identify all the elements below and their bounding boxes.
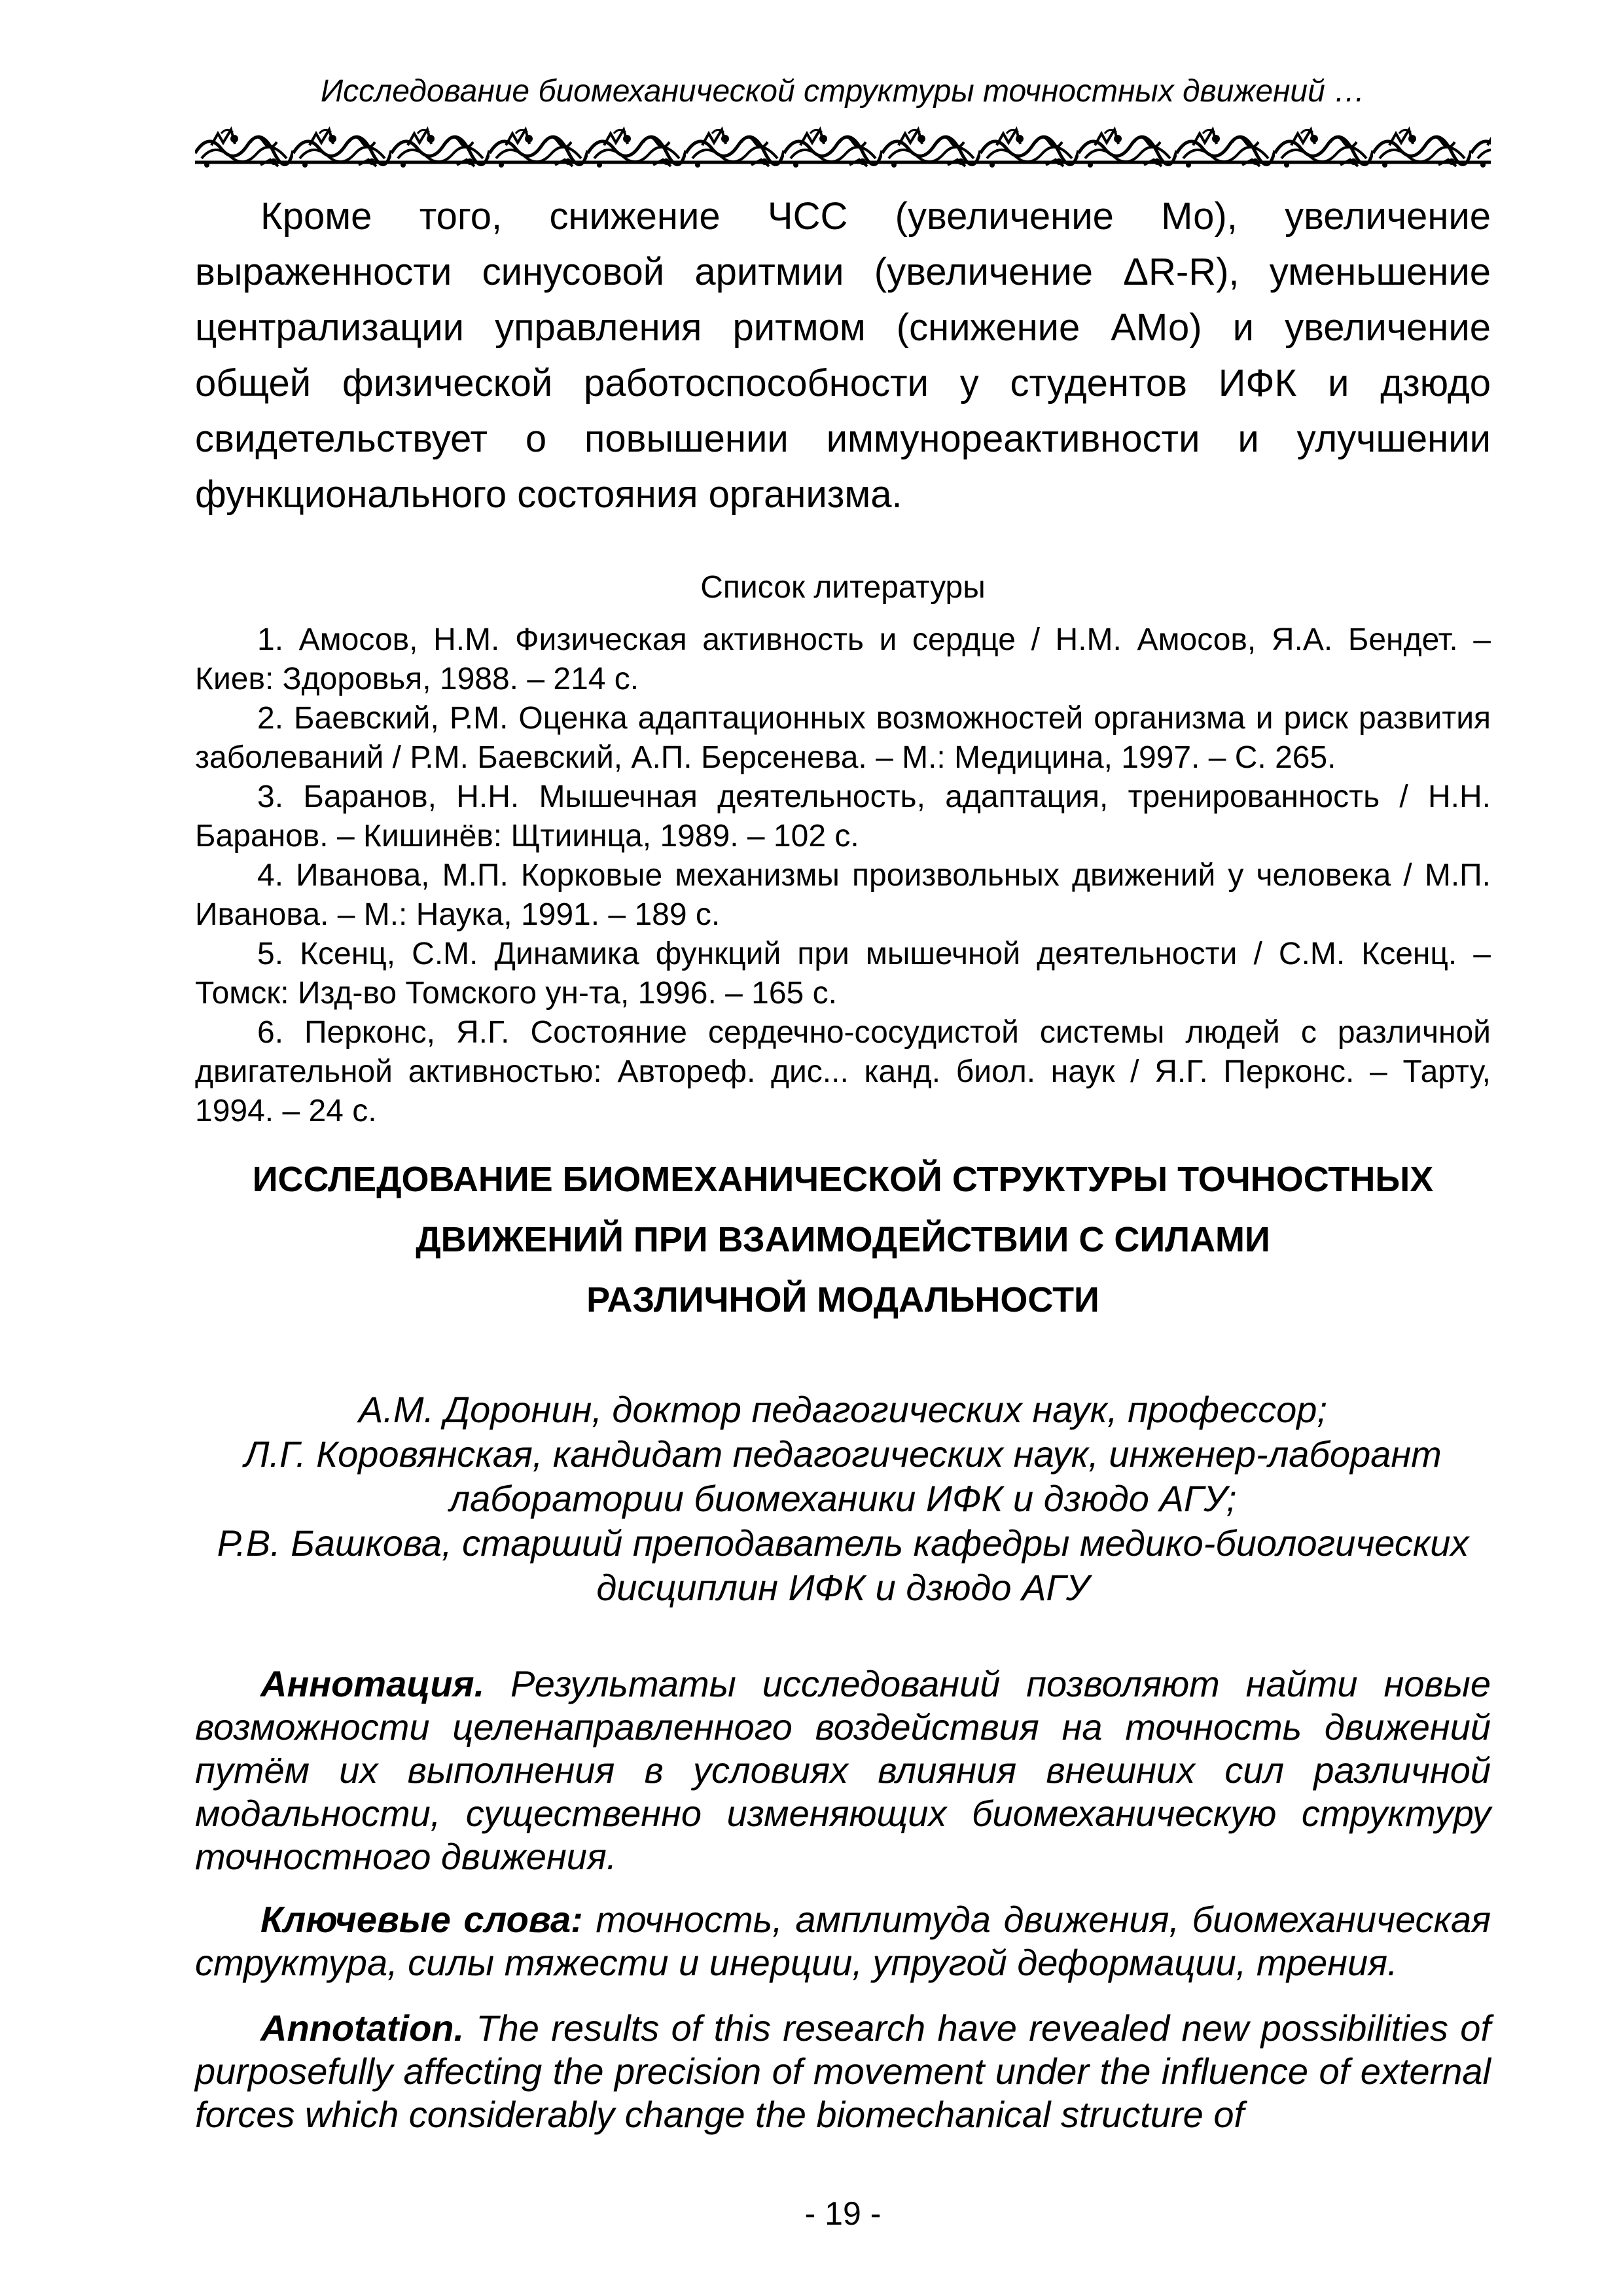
annotation-russian-label: Аннотация. bbox=[260, 1663, 485, 1704]
author-line: Л.Г. Коровянская, кандидат педагогических наук, инженер-лаборант bbox=[244, 1433, 1442, 1475]
running-head: Исследование биомеханической структуры точностных движений … bbox=[320, 74, 1366, 109]
title-line: ДВИЖЕНИЙ ПРИ ВЗАИМОДЕЙСТВИИ С СИЛАМИ bbox=[416, 1220, 1270, 1259]
keywords-label: Ключевые слова: bbox=[260, 1899, 583, 1940]
annotation-russian-text: Результаты исследований позволяют найти новые возможности целенаправленного воздействия на точность движений путём их выполнения в условиях влияния внешних сил различной модальности, существенно изменяющих биомеханическую структуру точностного движения. bbox=[195, 1663, 1491, 1877]
references-list bbox=[195, 620, 1491, 1131]
reference-item: 2. Баевский, Р.М. Оценка адаптационных возможностей организма и риск развития заболеваний / Р.М. Баевский, А.П. Берсенева. – М.: Медицина, 1997. – С. 265. bbox=[195, 701, 1491, 775]
reference-item: 1. Амосов, Н.М. Физическая активность и сердце / Н.М. Амосов, Я.А. Бендет. – Киев: Здоровья, 1988. – 214 с. bbox=[195, 622, 1491, 696]
title-line: ИССЛЕДОВАНИЕ БИОМЕХАНИЧЕСКОЙ СТРУКТУРЫ ТОЧНОСТНЫХ bbox=[252, 1160, 1434, 1199]
reference-item: 5. Ксенц, С.М. Динамика функций при мышечной деятельности / С.М. Ксенц. – Томск: Изд-во Томского ун-та, 1996. – 165 с. bbox=[195, 937, 1491, 1011]
ornamental-divider-icon bbox=[195, 119, 1491, 171]
author-line: А.М. Доронин, доктор педагогических наук, профессор; bbox=[359, 1389, 1327, 1430]
keywords bbox=[195, 1898, 1491, 1984]
page-number: - 19 - bbox=[804, 2195, 882, 2232]
article-title bbox=[195, 1149, 1491, 1330]
author-line: Р.В. Башкова, старший преподаватель кафедры медико-биологических bbox=[217, 1522, 1469, 1564]
author-line: дисциплин ИФК и дзюдо АГУ bbox=[596, 1567, 1090, 1608]
keywords-text: точность, амплитуда движения, биомеханическая структура, силы тяжести и инерции, упругой деформации, трения. bbox=[195, 1899, 1491, 1983]
annotation-english-label: Annotation. bbox=[260, 2007, 465, 2049]
intro-paragraph: Кроме того, снижение ЧСС (увеличение Мо), увеличение выраженности синусовой аритмии (увеличение ΔR-R), уменьшение централизации управления ритмом (снижение АМо) и увеличение общей физической работоспособности у студентов ИФК и дзюдо свидетельствует о повышении иммунореактивности и улучшении функционального состояния организма. bbox=[195, 195, 1491, 516]
annotation-english-text: The results of this research have revealed new possibilities of purposefully affecting the precision of movement under the influence of external forces which considerably change the biomechanical structure of bbox=[195, 2007, 1491, 2135]
references-heading: Список литературы bbox=[700, 570, 986, 605]
author-line: лаборатории биомеханики ИФК и дзюдо АГУ; bbox=[449, 1478, 1237, 1519]
article-authors bbox=[195, 1388, 1491, 1610]
annotation-russian bbox=[195, 1662, 1491, 1878]
annotation-english bbox=[195, 2007, 1491, 2136]
title-line: РАЗЛИЧНОЙ МОДАЛЬНОСТИ bbox=[586, 1280, 1099, 1319]
reference-item: 6. Перконс, Я.Г. Состояние сердечно-сосудистой системы людей с различной двигательной активностью: Автореф. дис... канд. биол. наук / Я.Г. Перконс. – Тарту, 1994. – 24 с. bbox=[195, 1015, 1491, 1128]
reference-item: 4. Иванова, М.П. Корковые механизмы произвольных движений у человека / М.П. Иванова. – М.: Наука, 1991. – 189 с. bbox=[195, 858, 1491, 932]
reference-item: 3. Баранов, Н.Н. Мышечная деятельность, адаптация, тренированность / Н.Н. Баранов. – Кишинёв: Щтиинца, 1989. – 102 с. bbox=[195, 780, 1491, 853]
